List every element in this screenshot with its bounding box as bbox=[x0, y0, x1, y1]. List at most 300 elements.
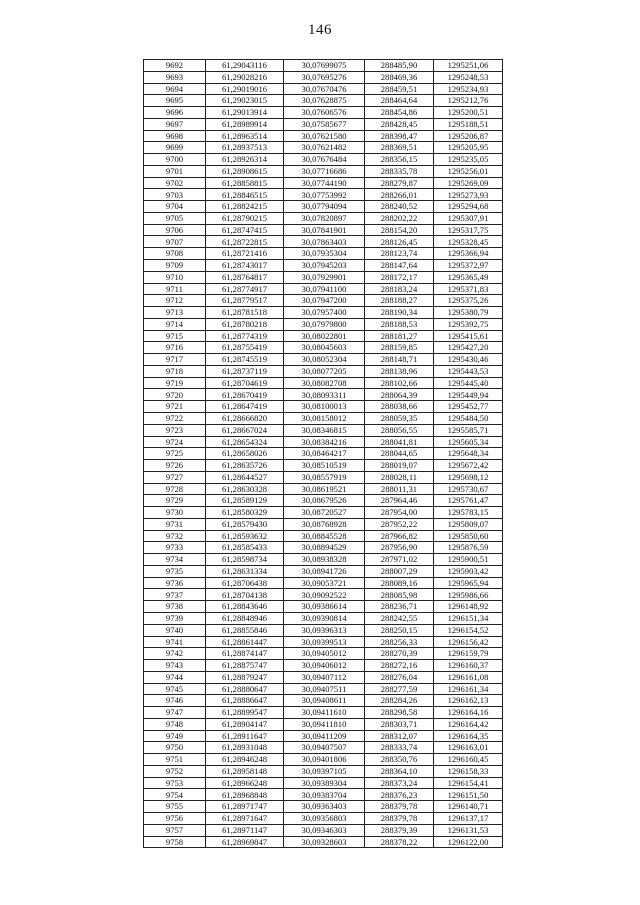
longitude-cell: 30,08158012 bbox=[284, 412, 365, 424]
point-number-cell: 9696 bbox=[144, 107, 206, 119]
y-coordinate-cell: 1295900,51 bbox=[434, 554, 503, 566]
longitude-cell: 30,07744190 bbox=[284, 177, 365, 189]
table-row bbox=[144, 154, 503, 166]
point-number-cell: 9706 bbox=[144, 224, 206, 236]
longitude-cell: 30,08557919 bbox=[284, 471, 365, 483]
point-number-cell: 9721 bbox=[144, 401, 206, 413]
longitude-cell: 30,07945203 bbox=[284, 260, 365, 272]
latitude-cell: 61,29043116 bbox=[206, 60, 284, 72]
longitude-cell: 30,09407511 bbox=[284, 683, 365, 695]
point-number-cell: 9712 bbox=[144, 295, 206, 307]
x-coordinate-cell: 288089,16 bbox=[365, 577, 434, 589]
x-coordinate-cell: 288154,20 bbox=[365, 224, 434, 236]
y-coordinate-cell: 1295251,06 bbox=[434, 60, 503, 72]
longitude-cell: 30,08384216 bbox=[284, 436, 365, 448]
x-coordinate-cell: 288378,22 bbox=[365, 836, 434, 848]
longitude-cell: 30,08619521 bbox=[284, 483, 365, 495]
table-row bbox=[144, 718, 503, 730]
point-number-cell: 9716 bbox=[144, 342, 206, 354]
point-number-cell: 9744 bbox=[144, 671, 206, 683]
latitude-cell: 61,28737119 bbox=[206, 365, 284, 377]
longitude-cell: 30,08100013 bbox=[284, 401, 365, 413]
point-number-cell: 9697 bbox=[144, 118, 206, 130]
table-row bbox=[144, 471, 503, 483]
latitude-cell: 61,28971747 bbox=[206, 801, 284, 813]
table-row bbox=[144, 83, 503, 95]
longitude-cell: 30,07606576 bbox=[284, 107, 365, 119]
latitude-cell: 61,28969847 bbox=[206, 836, 284, 848]
point-number-cell: 9746 bbox=[144, 695, 206, 707]
point-number-cell: 9736 bbox=[144, 577, 206, 589]
y-coordinate-cell: 1296161,34 bbox=[434, 683, 503, 695]
point-number-cell: 9734 bbox=[144, 554, 206, 566]
y-coordinate-cell: 1295248,53 bbox=[434, 71, 503, 83]
page-number: 146 bbox=[308, 22, 332, 38]
table-row bbox=[144, 683, 503, 695]
latitude-cell: 61,28963514 bbox=[206, 130, 284, 142]
latitude-cell: 61,28989914 bbox=[206, 118, 284, 130]
latitude-cell: 61,29013914 bbox=[206, 107, 284, 119]
x-coordinate-cell: 288270,39 bbox=[365, 648, 434, 660]
x-coordinate-cell: 287964,46 bbox=[365, 495, 434, 507]
latitude-cell: 61,28904147 bbox=[206, 718, 284, 730]
y-coordinate-cell: 1296151,34 bbox=[434, 612, 503, 624]
x-coordinate-cell: 288148,71 bbox=[365, 354, 434, 366]
point-number-cell: 9740 bbox=[144, 624, 206, 636]
table-row bbox=[144, 777, 503, 789]
table-row bbox=[144, 389, 503, 401]
longitude-cell: 30,08894529 bbox=[284, 542, 365, 554]
longitude-cell: 30,08720527 bbox=[284, 507, 365, 519]
latitude-cell: 61,28790215 bbox=[206, 212, 284, 224]
x-coordinate-cell: 288202,22 bbox=[365, 212, 434, 224]
y-coordinate-cell: 1295761,47 bbox=[434, 495, 503, 507]
longitude-cell: 30,07863403 bbox=[284, 236, 365, 248]
table-row bbox=[144, 377, 503, 389]
table-row bbox=[144, 236, 503, 248]
table-row bbox=[144, 142, 503, 154]
point-number-cell: 9717 bbox=[144, 354, 206, 366]
longitude-cell: 30,09411610 bbox=[284, 707, 365, 719]
longitude-cell: 30,09411209 bbox=[284, 730, 365, 742]
latitude-cell: 61,28879247 bbox=[206, 671, 284, 683]
longitude-cell: 30,09401806 bbox=[284, 754, 365, 766]
y-coordinate-cell: 1295212,76 bbox=[434, 95, 503, 107]
latitude-cell: 61,28658026 bbox=[206, 448, 284, 460]
point-number-cell: 9745 bbox=[144, 683, 206, 695]
latitude-cell: 61,28926314 bbox=[206, 154, 284, 166]
x-coordinate-cell: 288356,15 bbox=[365, 154, 434, 166]
x-coordinate-cell: 288312,07 bbox=[365, 730, 434, 742]
x-coordinate-cell: 288379,78 bbox=[365, 813, 434, 825]
x-coordinate-cell: 288041,81 bbox=[365, 436, 434, 448]
table-row bbox=[144, 248, 503, 260]
x-coordinate-cell: 288147,64 bbox=[365, 260, 434, 272]
table-row bbox=[144, 412, 503, 424]
y-coordinate-cell: 1296160,37 bbox=[434, 660, 503, 672]
x-coordinate-cell: 288459,51 bbox=[365, 83, 434, 95]
y-coordinate-cell: 1295317,75 bbox=[434, 224, 503, 236]
table-row bbox=[144, 660, 503, 672]
table-row bbox=[144, 118, 503, 130]
longitude-cell: 30,08845528 bbox=[284, 530, 365, 542]
x-coordinate-cell: 288190,34 bbox=[365, 307, 434, 319]
table-row bbox=[144, 518, 503, 530]
latitude-cell: 61,28968848 bbox=[206, 789, 284, 801]
point-number-cell: 9702 bbox=[144, 177, 206, 189]
x-coordinate-cell: 287971,02 bbox=[365, 554, 434, 566]
x-coordinate-cell: 288159,85 bbox=[365, 342, 434, 354]
table-row bbox=[144, 212, 503, 224]
y-coordinate-cell: 1295430,46 bbox=[434, 354, 503, 366]
x-coordinate-cell: 288369,51 bbox=[365, 142, 434, 154]
table-row bbox=[144, 177, 503, 189]
point-number-cell: 9692 bbox=[144, 60, 206, 72]
y-coordinate-cell: 1295986,66 bbox=[434, 589, 503, 601]
point-number-cell: 9720 bbox=[144, 389, 206, 401]
y-coordinate-cell: 1295585,71 bbox=[434, 424, 503, 436]
latitude-cell: 61,28631334 bbox=[206, 565, 284, 577]
point-number-cell: 9748 bbox=[144, 718, 206, 730]
latitude-cell: 61,28971647 bbox=[206, 813, 284, 825]
x-coordinate-cell: 288266,01 bbox=[365, 189, 434, 201]
y-coordinate-cell: 1295783,15 bbox=[434, 507, 503, 519]
table-row bbox=[144, 648, 503, 660]
y-coordinate-cell: 1295452,77 bbox=[434, 401, 503, 413]
x-coordinate-cell: 288126,45 bbox=[365, 236, 434, 248]
latitude-cell: 61,28666820 bbox=[206, 412, 284, 424]
longitude-cell: 30,07929901 bbox=[284, 271, 365, 283]
table-row bbox=[144, 813, 503, 825]
latitude-cell: 61,28958148 bbox=[206, 765, 284, 777]
table-row bbox=[144, 295, 503, 307]
longitude-cell: 30,07621482 bbox=[284, 142, 365, 154]
longitude-cell: 30,07699075 bbox=[284, 60, 365, 72]
latitude-cell: 61,28755419 bbox=[206, 342, 284, 354]
table-row bbox=[144, 71, 503, 83]
point-number-cell: 9730 bbox=[144, 507, 206, 519]
x-coordinate-cell: 288007,29 bbox=[365, 565, 434, 577]
y-coordinate-cell: 1296131,53 bbox=[434, 824, 503, 836]
x-coordinate-cell: 288485,90 bbox=[365, 60, 434, 72]
latitude-cell: 61,28580329 bbox=[206, 507, 284, 519]
x-coordinate-cell: 288464,64 bbox=[365, 95, 434, 107]
latitude-cell: 61,28780218 bbox=[206, 318, 284, 330]
point-number-cell: 9755 bbox=[144, 801, 206, 813]
table-row bbox=[144, 354, 503, 366]
longitude-cell: 30,09389304 bbox=[284, 777, 365, 789]
point-number-cell: 9731 bbox=[144, 518, 206, 530]
x-coordinate-cell: 288279,87 bbox=[365, 177, 434, 189]
y-coordinate-cell: 1295366,94 bbox=[434, 248, 503, 260]
x-coordinate-cell: 288379,78 bbox=[365, 801, 434, 813]
point-number-cell: 9708 bbox=[144, 248, 206, 260]
table-row bbox=[144, 754, 503, 766]
y-coordinate-cell: 1295605,34 bbox=[434, 436, 503, 448]
y-coordinate-cell: 1295307,91 bbox=[434, 212, 503, 224]
point-number-cell: 9699 bbox=[144, 142, 206, 154]
y-coordinate-cell: 1296154,41 bbox=[434, 777, 503, 789]
table-row bbox=[144, 495, 503, 507]
y-coordinate-cell: 1295730,67 bbox=[434, 483, 503, 495]
point-number-cell: 9695 bbox=[144, 95, 206, 107]
x-coordinate-cell: 288242,55 bbox=[365, 612, 434, 624]
longitude-cell: 30,09346303 bbox=[284, 824, 365, 836]
x-coordinate-cell: 288454,86 bbox=[365, 107, 434, 119]
point-number-cell: 9714 bbox=[144, 318, 206, 330]
latitude-cell: 61,28855846 bbox=[206, 624, 284, 636]
longitude-cell: 30,08941726 bbox=[284, 565, 365, 577]
x-coordinate-cell: 288064,39 bbox=[365, 389, 434, 401]
y-coordinate-cell: 1296148,92 bbox=[434, 601, 503, 613]
table-row bbox=[144, 307, 503, 319]
longitude-cell: 30,09406012 bbox=[284, 660, 365, 672]
x-coordinate-cell: 288272,16 bbox=[365, 660, 434, 672]
longitude-cell: 30,08022801 bbox=[284, 330, 365, 342]
longitude-cell: 30,07670476 bbox=[284, 83, 365, 95]
point-number-cell: 9743 bbox=[144, 660, 206, 672]
latitude-cell: 61,28589129 bbox=[206, 495, 284, 507]
y-coordinate-cell: 1296160,45 bbox=[434, 754, 503, 766]
table-row bbox=[144, 483, 503, 495]
x-coordinate-cell: 287952,22 bbox=[365, 518, 434, 530]
latitude-cell: 61,28886647 bbox=[206, 695, 284, 707]
x-coordinate-cell: 288085,98 bbox=[365, 589, 434, 601]
table-row bbox=[144, 612, 503, 624]
table-row bbox=[144, 60, 503, 72]
point-number-cell: 9742 bbox=[144, 648, 206, 660]
y-coordinate-cell: 1295375,26 bbox=[434, 295, 503, 307]
point-number-cell: 9729 bbox=[144, 495, 206, 507]
latitude-cell: 61,28721416 bbox=[206, 248, 284, 260]
table-row bbox=[144, 695, 503, 707]
longitude-cell: 30,07941100 bbox=[284, 283, 365, 295]
latitude-cell: 61,28858815 bbox=[206, 177, 284, 189]
table-row bbox=[144, 530, 503, 542]
table-row bbox=[144, 789, 503, 801]
y-coordinate-cell: 1295449,94 bbox=[434, 389, 503, 401]
latitude-cell: 61,28593632 bbox=[206, 530, 284, 542]
point-number-cell: 9738 bbox=[144, 601, 206, 613]
latitude-cell: 61,28874147 bbox=[206, 648, 284, 660]
longitude-cell: 30,08346815 bbox=[284, 424, 365, 436]
point-number-cell: 9701 bbox=[144, 165, 206, 177]
latitude-cell: 61,28598734 bbox=[206, 554, 284, 566]
table-row bbox=[144, 271, 503, 283]
latitude-cell: 61,28585433 bbox=[206, 542, 284, 554]
latitude-cell: 61,28779517 bbox=[206, 295, 284, 307]
table-row bbox=[144, 365, 503, 377]
x-coordinate-cell: 287966,82 bbox=[365, 530, 434, 542]
x-coordinate-cell: 288333,74 bbox=[365, 742, 434, 754]
table-row bbox=[144, 424, 503, 436]
latitude-cell: 61,28706438 bbox=[206, 577, 284, 589]
point-number-cell: 9752 bbox=[144, 765, 206, 777]
x-coordinate-cell: 288236,71 bbox=[365, 601, 434, 613]
latitude-cell: 61,28880647 bbox=[206, 683, 284, 695]
y-coordinate-cell: 1296159,79 bbox=[434, 648, 503, 660]
longitude-cell: 30,08768928 bbox=[284, 518, 365, 530]
table-row bbox=[144, 448, 503, 460]
longitude-cell: 30,07621580 bbox=[284, 130, 365, 142]
x-coordinate-cell: 288379,39 bbox=[365, 824, 434, 836]
table-row bbox=[144, 460, 503, 472]
longitude-cell: 30,08464217 bbox=[284, 448, 365, 460]
x-coordinate-cell: 288364,10 bbox=[365, 765, 434, 777]
latitude-cell: 61,28971147 bbox=[206, 824, 284, 836]
y-coordinate-cell: 1295672,42 bbox=[434, 460, 503, 472]
x-coordinate-cell: 288183,24 bbox=[365, 283, 434, 295]
y-coordinate-cell: 1295484,50 bbox=[434, 412, 503, 424]
longitude-cell: 30,08082708 bbox=[284, 377, 365, 389]
y-coordinate-cell: 1295965,94 bbox=[434, 577, 503, 589]
latitude-cell: 61,28908615 bbox=[206, 165, 284, 177]
y-coordinate-cell: 1295809,07 bbox=[434, 518, 503, 530]
latitude-cell: 61,28937513 bbox=[206, 142, 284, 154]
point-number-cell: 9727 bbox=[144, 471, 206, 483]
y-coordinate-cell: 1295269,09 bbox=[434, 177, 503, 189]
y-coordinate-cell: 1295273,93 bbox=[434, 189, 503, 201]
longitude-cell: 30,07695276 bbox=[284, 71, 365, 83]
coordinates-table bbox=[143, 59, 503, 848]
y-coordinate-cell: 1295698,12 bbox=[434, 471, 503, 483]
y-coordinate-cell: 1296140,71 bbox=[434, 801, 503, 813]
table-row bbox=[144, 318, 503, 330]
point-number-cell: 9707 bbox=[144, 236, 206, 248]
point-number-cell: 9732 bbox=[144, 530, 206, 542]
point-number-cell: 9733 bbox=[144, 542, 206, 554]
x-coordinate-cell: 288188,53 bbox=[365, 318, 434, 330]
latitude-cell: 61,28654324 bbox=[206, 436, 284, 448]
y-coordinate-cell: 1296164,35 bbox=[434, 730, 503, 742]
y-coordinate-cell: 1296158,33 bbox=[434, 765, 503, 777]
longitude-cell: 30,07585677 bbox=[284, 118, 365, 130]
x-coordinate-cell: 288469,36 bbox=[365, 71, 434, 83]
longitude-cell: 30,08510519 bbox=[284, 460, 365, 472]
longitude-cell: 30,09390814 bbox=[284, 612, 365, 624]
x-coordinate-cell: 288011,31 bbox=[365, 483, 434, 495]
point-number-cell: 9705 bbox=[144, 212, 206, 224]
latitude-cell: 61,28667024 bbox=[206, 424, 284, 436]
longitude-cell: 30,09092522 bbox=[284, 589, 365, 601]
longitude-cell: 30,09405012 bbox=[284, 648, 365, 660]
y-coordinate-cell: 1295876,59 bbox=[434, 542, 503, 554]
table-row bbox=[144, 824, 503, 836]
latitude-cell: 61,28704619 bbox=[206, 377, 284, 389]
x-coordinate-cell: 288373,24 bbox=[365, 777, 434, 789]
point-number-cell: 9698 bbox=[144, 130, 206, 142]
table-row bbox=[144, 589, 503, 601]
x-coordinate-cell: 288028,11 bbox=[365, 471, 434, 483]
latitude-cell: 61,28745519 bbox=[206, 354, 284, 366]
y-coordinate-cell: 1295380,79 bbox=[434, 307, 503, 319]
table-row bbox=[144, 436, 503, 448]
table-row bbox=[144, 565, 503, 577]
y-coordinate-cell: 1295205,95 bbox=[434, 142, 503, 154]
y-coordinate-cell: 1295328,45 bbox=[434, 236, 503, 248]
longitude-cell: 30,07935304 bbox=[284, 248, 365, 260]
table-row bbox=[144, 601, 503, 613]
longitude-cell: 30,07628875 bbox=[284, 95, 365, 107]
longitude-cell: 30,07716686 bbox=[284, 165, 365, 177]
latitude-cell: 61,28911647 bbox=[206, 730, 284, 742]
x-coordinate-cell: 288102,66 bbox=[365, 377, 434, 389]
y-coordinate-cell: 1296161,08 bbox=[434, 671, 503, 683]
point-number-cell: 9749 bbox=[144, 730, 206, 742]
point-number-cell: 9694 bbox=[144, 83, 206, 95]
table-row bbox=[144, 330, 503, 342]
latitude-cell: 61,28774917 bbox=[206, 283, 284, 295]
y-coordinate-cell: 1296164,16 bbox=[434, 707, 503, 719]
y-coordinate-cell: 1295256,01 bbox=[434, 165, 503, 177]
point-number-cell: 9700 bbox=[144, 154, 206, 166]
longitude-cell: 30,07820897 bbox=[284, 212, 365, 224]
latitude-cell: 61,28875747 bbox=[206, 660, 284, 672]
latitude-cell: 61,28635726 bbox=[206, 460, 284, 472]
latitude-cell: 61,28647419 bbox=[206, 401, 284, 413]
latitude-cell: 61,28774319 bbox=[206, 330, 284, 342]
table-row bbox=[144, 730, 503, 742]
latitude-cell: 61,28846515 bbox=[206, 189, 284, 201]
point-number-cell: 9715 bbox=[144, 330, 206, 342]
table-row bbox=[144, 189, 503, 201]
x-coordinate-cell: 288303,71 bbox=[365, 718, 434, 730]
y-coordinate-cell: 1296137,17 bbox=[434, 813, 503, 825]
latitude-cell: 61,28747415 bbox=[206, 224, 284, 236]
table-row bbox=[144, 707, 503, 719]
y-coordinate-cell: 1296122,00 bbox=[434, 836, 503, 848]
latitude-cell: 61,29028216 bbox=[206, 71, 284, 83]
longitude-cell: 30,07753992 bbox=[284, 189, 365, 201]
latitude-cell: 61,28931048 bbox=[206, 742, 284, 754]
latitude-cell: 61,28848946 bbox=[206, 612, 284, 624]
point-number-cell: 9741 bbox=[144, 636, 206, 648]
x-coordinate-cell: 288398,47 bbox=[365, 130, 434, 142]
x-coordinate-cell: 288138,96 bbox=[365, 365, 434, 377]
longitude-cell: 30,09396313 bbox=[284, 624, 365, 636]
latitude-cell: 61,28861447 bbox=[206, 636, 284, 648]
y-coordinate-cell: 1295200,51 bbox=[434, 107, 503, 119]
x-coordinate-cell: 288038,66 bbox=[365, 401, 434, 413]
point-number-cell: 9693 bbox=[144, 71, 206, 83]
y-coordinate-cell: 1296151,50 bbox=[434, 789, 503, 801]
point-number-cell: 9709 bbox=[144, 260, 206, 272]
x-coordinate-cell: 288256,33 bbox=[365, 636, 434, 648]
point-number-cell: 9718 bbox=[144, 365, 206, 377]
table-row bbox=[144, 624, 503, 636]
x-coordinate-cell: 287956,90 bbox=[365, 542, 434, 554]
longitude-cell: 30,08077205 bbox=[284, 365, 365, 377]
point-number-cell: 9747 bbox=[144, 707, 206, 719]
x-coordinate-cell: 288250,15 bbox=[365, 624, 434, 636]
y-coordinate-cell: 1295445,40 bbox=[434, 377, 503, 389]
point-number-cell: 9757 bbox=[144, 824, 206, 836]
x-coordinate-cell: 288188,27 bbox=[365, 295, 434, 307]
table-row bbox=[144, 130, 503, 142]
x-coordinate-cell: 288044,65 bbox=[365, 448, 434, 460]
longitude-cell: 30,09053721 bbox=[284, 577, 365, 589]
latitude-cell: 61,28722815 bbox=[206, 236, 284, 248]
y-coordinate-cell: 1295392,75 bbox=[434, 318, 503, 330]
x-coordinate-cell: 288376,23 bbox=[365, 789, 434, 801]
latitude-cell: 61,28644527 bbox=[206, 471, 284, 483]
table-row bbox=[144, 283, 503, 295]
x-coordinate-cell: 288277,59 bbox=[365, 683, 434, 695]
latitude-cell: 61,28966248 bbox=[206, 777, 284, 789]
x-coordinate-cell: 288172,17 bbox=[365, 271, 434, 283]
x-coordinate-cell: 288298,58 bbox=[365, 707, 434, 719]
table-row bbox=[144, 742, 503, 754]
